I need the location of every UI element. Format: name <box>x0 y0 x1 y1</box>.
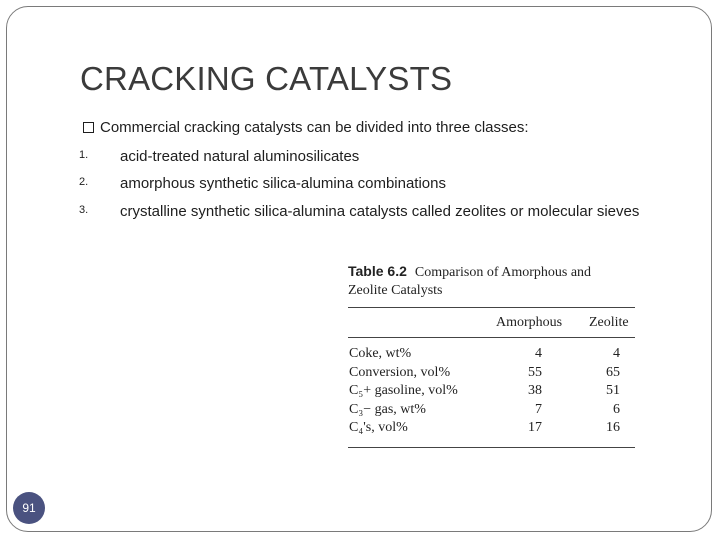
table-rule-bottom <box>348 447 635 448</box>
amorphous-value: 17 <box>528 420 542 435</box>
list-item-number: 1. <box>79 149 89 161</box>
zeolite-value: 6 <box>613 401 620 417</box>
table-row <box>348 383 635 402</box>
table-number: Table 6.2 <box>348 263 407 279</box>
table-header <box>348 308 635 337</box>
list-item-text: crystalline synthetic silica-alumina catalysts called zeolites or molecular sieves <box>120 203 640 220</box>
amorphous-value: 4 <box>535 346 542 361</box>
row-label: C₄'s, vol% <box>349 420 408 435</box>
zeolite-value: 51 <box>606 383 620 398</box>
zeolite-value: 4 <box>613 346 620 361</box>
row-label: Coke, wt% <box>349 346 412 361</box>
row-label: C₃− gas, wt% <box>349 401 426 417</box>
page-number-badge: 91 <box>13 492 45 524</box>
table-row <box>348 346 635 365</box>
list-item-text: acid-treated natural aluminosilicates <box>120 148 360 165</box>
table-body <box>348 338 635 447</box>
comparison-table <box>348 263 635 448</box>
table-row <box>348 365 635 384</box>
list-item-number: 3. <box>79 204 89 216</box>
intro-text: Commercial cracking catalysts can be divided into three classes: <box>100 119 529 136</box>
table-caption-line2: Zeolite Catalysts <box>348 283 443 298</box>
square-bullet-icon <box>83 122 94 133</box>
amorphous-value: 38 <box>528 383 542 398</box>
zeolite-value: 65 <box>606 364 620 380</box>
row-label: Conversion, vol% <box>349 364 451 380</box>
table-row <box>348 420 635 439</box>
slide-title: CRACKING CATALYSTS <box>80 60 453 97</box>
table-caption <box>348 263 635 283</box>
amorphous-value: 7 <box>535 401 542 417</box>
zeolite-value: 16 <box>606 420 620 435</box>
column-header-amorphous: Amorphous <box>496 315 563 330</box>
row-label: C₅+ gasoline, vol% <box>349 383 458 398</box>
list-item-text: amorphous synthetic silica-alumina combinations <box>120 175 446 192</box>
amorphous-value: 55 <box>528 364 542 380</box>
column-header-zeolite: Zeolite <box>589 315 629 330</box>
intro-line <box>83 119 529 136</box>
list-item-number: 2. <box>79 176 89 188</box>
table-caption-line1: Comparison of Amorphous and <box>414 265 592 280</box>
table-row <box>348 402 635 421</box>
